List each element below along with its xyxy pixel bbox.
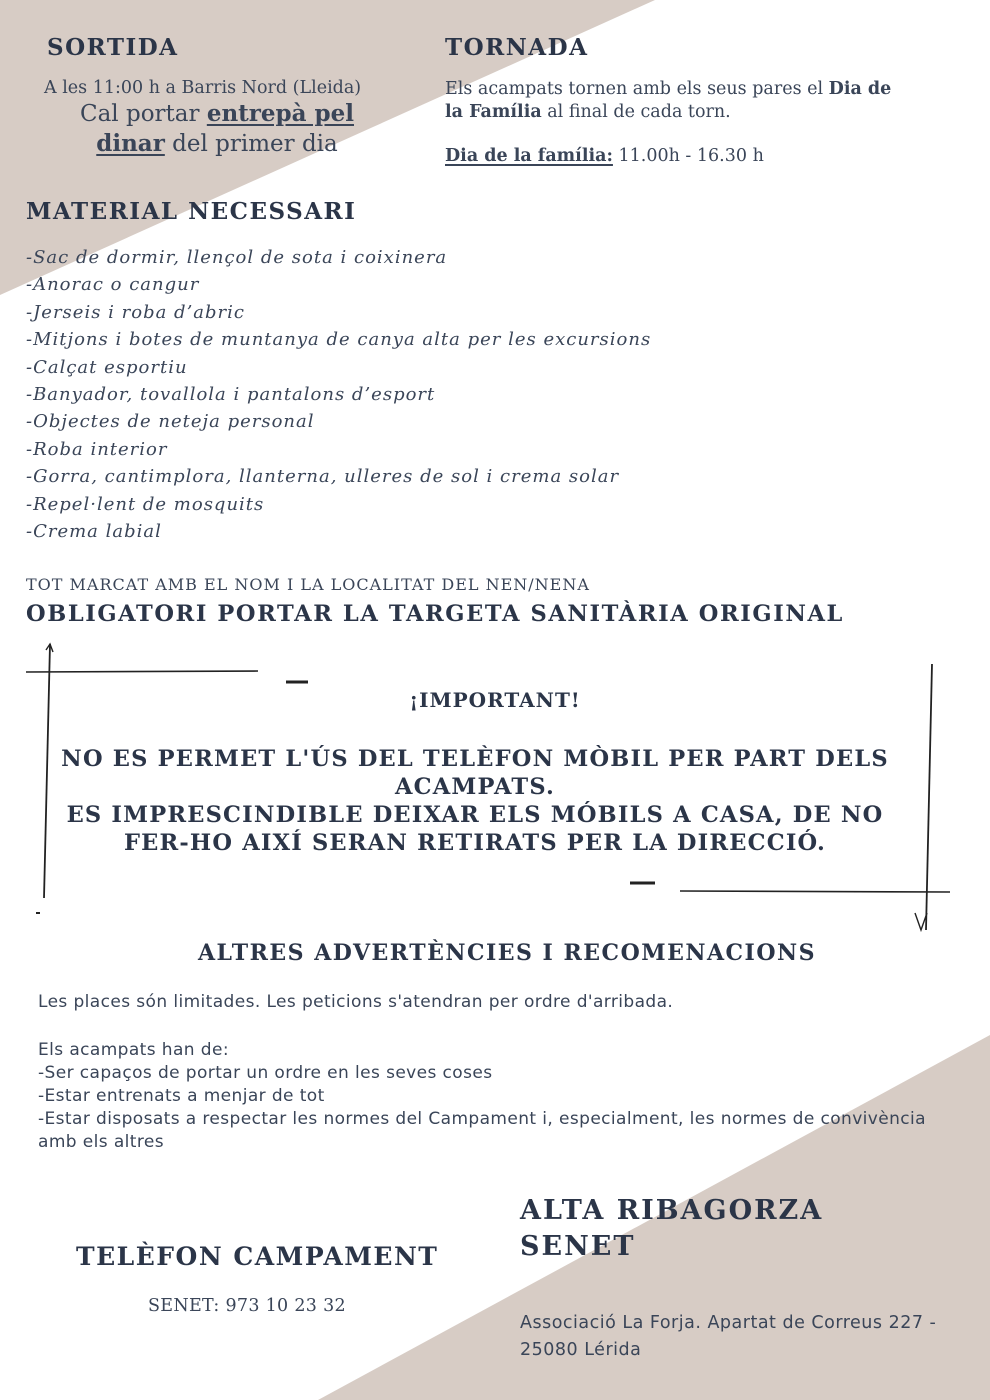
telefon-number: SENET: 973 10 23 32 [148, 1296, 346, 1316]
location-region: ALTA RIBAGORZA [520, 1195, 824, 1226]
family-day-schedule [445, 146, 764, 166]
tornada-text-post: al final de cada torn. [541, 102, 731, 122]
requirements-intro: Els acampats han de: [38, 1040, 229, 1060]
sortida-heading: SORTIDA [47, 34, 179, 61]
material-item: -Mitjons i botes de muntanya de canya alta per les excursions [26, 329, 652, 351]
location-heading [520, 1193, 823, 1265]
material-item: -Gorra, cantimplora, llanterna, ulleres de sol i crema solar [26, 466, 620, 488]
material-item: -Calçat esportiu [26, 356, 188, 378]
phone-ban-line: NO ES PERMET L'ÚS DEL TELÈFON MÒBIL PER PART DELS ACAMPATS. [61, 746, 889, 800]
tornada-text [445, 78, 915, 124]
tornada-text-bold: Dia de la Família [445, 79, 892, 122]
lunch-note-bold: entrepà pel dinar [96, 100, 354, 157]
material-item: -Banyador, tovallola i pantalons d’esport [26, 383, 436, 405]
phone-leave-home-line: ES IMPRESCINDIBLE DEIXAR ELS MÓBILS A CASA, DE NO FER-HO AIXÍ SERAN RETIRATS PER LA DIRECCIÓ. [66, 802, 884, 856]
health-card-note: OBLIGATORI PORTAR LA TARGETA SANITÀRIA ORIGINAL [26, 601, 844, 627]
altres-heading: ALTRES ADVERTÈNCIES I RECOMENACIONS [197, 940, 816, 966]
requirements-block [38, 1039, 938, 1154]
lunch-note-pre: Cal portar [80, 101, 207, 127]
lunch-note-post: del primer dia [164, 131, 338, 157]
association-address: Associació La Forja. Apartat de Correus 227 - 25080 Lérida [520, 1313, 937, 1360]
marked-note: TOT MARCAT AMB EL NOM I LA LOCALITAT DEL NEN/NENA [26, 575, 590, 594]
material-item: -Crema labial [26, 520, 162, 542]
material-heading: MATERIAL NECESSARI [26, 198, 357, 225]
material-list [26, 244, 651, 545]
important-text [40, 745, 910, 857]
telefon-heading: TELÈFON CAMPAMENT [76, 1242, 439, 1271]
places-note: Les places són limitades. Les peticions s'atendran per ordre d'arribada. [38, 992, 674, 1012]
tornada-text-pre: Els acampats tornen amb els seus pares el [445, 79, 829, 99]
material-item: -Objectes de neteja personal [26, 411, 315, 433]
sortida-lunch-note [52, 99, 382, 159]
requirement-item: -Ser capaços de portar un ordre en les seves coses [38, 1063, 493, 1083]
material-item: -Roba interior [26, 438, 168, 460]
sortida-time-location: A les 11:00 h a Barris Nord (Lleida) [44, 78, 362, 98]
family-day-label: Dia de la família: [445, 146, 613, 166]
important-heading: ¡IMPORTANT! [409, 688, 581, 712]
location-town: SENET [520, 1231, 636, 1262]
family-day-time: 11.00h - 16.30 h [612, 146, 764, 166]
material-item: -Jerseis i roba d’abric [26, 301, 245, 323]
requirement-item: -Estar disposats a respectar les normes del Campament i, especialment, les normes de convivència amb els altres [38, 1109, 926, 1152]
material-item: -Anorac o cangur [26, 274, 200, 296]
requirement-item: -Estar entrenats a menjar de tot [38, 1086, 325, 1106]
material-item: -Sac de dormir, llençol de sota i coixinera [26, 247, 448, 268]
material-item: -Repel·lent de mosquits [26, 493, 265, 515]
tornada-heading: TORNADA [445, 34, 589, 61]
